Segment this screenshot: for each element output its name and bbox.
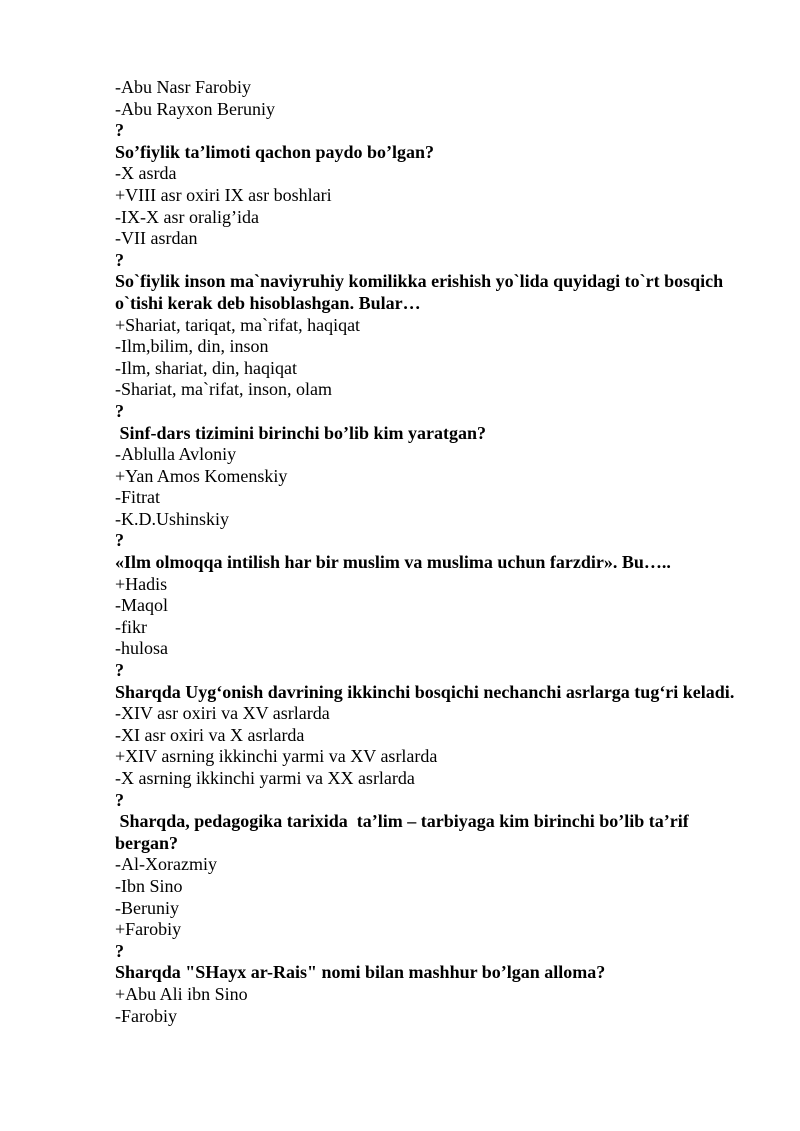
option-line: -Al-Xorazmiy [115,854,217,875]
option-line: -Abu Rayxon Beruniy [115,98,275,119]
question-mark: ? [115,120,124,141]
option-line: -K.D.Ushinskiy [115,508,230,529]
option-line: -Ilm, shariat, din, haqiqat [115,357,297,378]
question-text: Sharqda "SHayx ar-Rais" nomi bilan mashhur bo’lgan alloma? [115,962,606,983]
question-mark: ? [115,940,124,961]
option-line: +Farobiy [115,919,182,940]
option-line: -VII asrdan [115,228,198,249]
option-line: -X asrning ikkinchi yarmi va XX asrlarda [115,768,415,788]
option-line: -Abu Nasr Farobiy [115,77,251,97]
question-text: Sharqda Uyg‘onish davrining ikkinchi bosqichi nechanchi asrlarga tug‘ri keladi. [115,681,735,702]
option-line: +Shariat, tariqat, ma`rifat, haqiqat [115,314,361,335]
question-text: So’fiylik ta’limoti qachon paydo bo’lgan? [115,141,435,162]
option-line: -Beruniy [115,897,179,918]
option-line: +Abu Ali ibn Sino [115,983,248,1004]
option-line: -Maqol [115,595,168,616]
option-line: +XIV asrning ikkinchi yarmi va XV asrlarda [115,746,438,767]
option-line: -Farobiy [115,1005,177,1026]
option-line: -XIV asr oxiri va XV asrlarda [115,703,330,724]
option-line: -hulosa [115,638,168,659]
question-mark: ? [115,249,124,270]
option-line: -X asrda [115,163,177,184]
question-text: Sharqda, pedagogika tarixida ta’lim – tarbiyaga kim birinchi bo’lib ta’rif bergan? [115,811,694,853]
option-line: +VIII asr oxiri IX asr boshlari [115,184,332,205]
option-line: -Shariat, ma`rifat, inson, olam [115,379,332,400]
option-line: -XI asr oxiri va X asrlarda [115,724,305,745]
question-mark: ? [115,400,124,421]
option-line: +Hadis [115,573,168,594]
option-line: -Ilm,bilim, din, inson [115,336,269,357]
option-line: -fikr [115,616,147,637]
question-text: «Ilm olmoqqa intilish har bir muslim va muslima uchun farzdir». Bu….. [115,552,671,573]
option-line: -Ibn Sino [115,875,183,896]
question-text: So`fiylik inson ma`naviyruhiy komilikka erishish yo`lida quyidagi to`rt bosqich o`tishi kerak deb hisoblashgan. Bular… [115,271,728,313]
option-line: +Yan Amos Komenskiy [115,465,288,486]
option-line: -Ablulla Avloniy [115,444,237,465]
question-mark: ? [115,660,124,681]
question-mark: ? [115,530,124,551]
option-line: -Fitrat [115,487,160,508]
quiz-content [115,77,735,1027]
question-mark: ? [115,789,124,810]
question-text: Sinf-dars tizimini birinchi bo’lib kim yaratgan? [115,422,487,443]
option-line: -IX-X asr oralig’ida [115,206,259,227]
